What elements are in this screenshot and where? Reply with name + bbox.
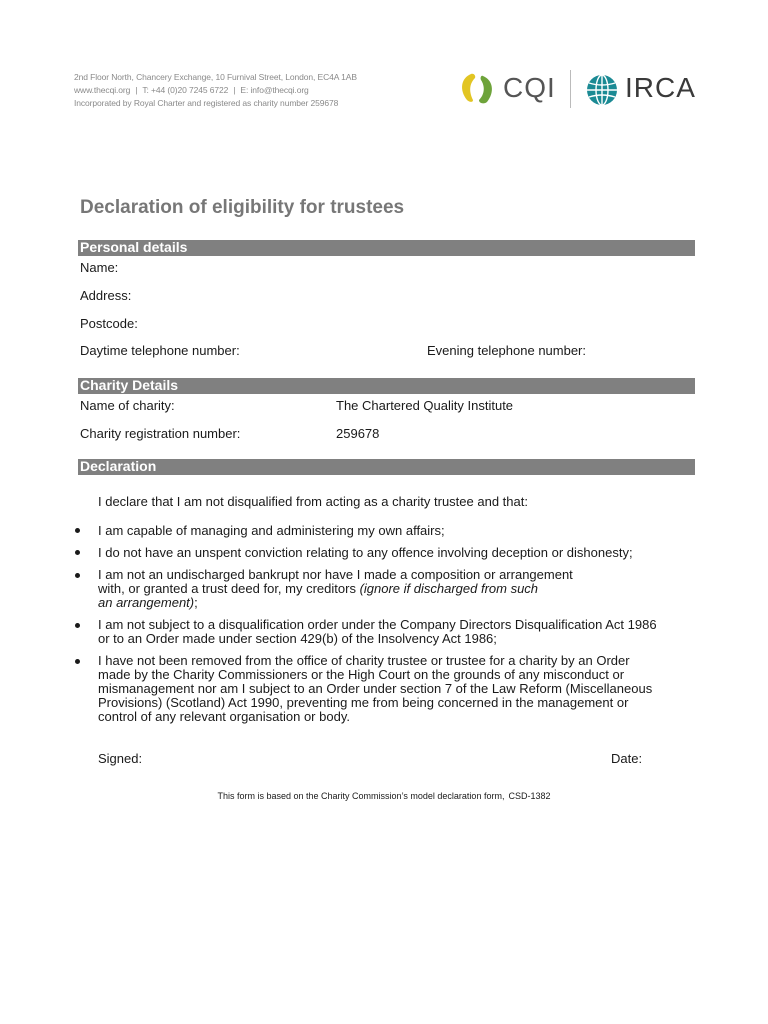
- bullet-icon: [75, 659, 80, 664]
- letterhead-website[interactable]: www.thecqi.org: [74, 85, 131, 95]
- cqi-logo-text: CQI: [503, 72, 556, 103]
- letterhead-address: 2nd Floor North, Chancery Exchange, 10 Furnival Street, London, EC4A 1AB: [74, 72, 357, 82]
- separator: |: [135, 85, 138, 95]
- section-heading: Charity Details: [80, 377, 179, 393]
- letterhead: [74, 71, 394, 110]
- section-personal-details: [78, 240, 695, 256]
- irca-globe-icon: [586, 74, 618, 106]
- letterhead-contact: [74, 84, 394, 97]
- daytime-phone-label: Daytime telephone number:: [80, 343, 240, 358]
- section-charity-details: [78, 378, 695, 394]
- charity-name-value: The Chartered Quality Institute: [336, 398, 514, 413]
- cqi-leaf-icon: [457, 70, 497, 106]
- irca-logo-text: IRCA: [625, 72, 696, 103]
- logo-block: [457, 70, 697, 110]
- bullet-icon: [75, 550, 80, 555]
- section-heading: Declaration: [80, 458, 157, 474]
- declaration-item: I do not have an unspent conviction relating to any offence involving deception or dishonesty;: [98, 545, 633, 560]
- signed-label: Signed:: [98, 751, 143, 766]
- postcode-label: Postcode:: [80, 316, 138, 331]
- declaration-item: I am capable of managing and administering my own affairs;: [98, 523, 445, 538]
- bullet-icon: [75, 623, 80, 628]
- charity-name-label: Name of charity:: [80, 398, 175, 413]
- footnote-code: CSD-1382: [508, 791, 551, 801]
- section-heading: Personal details: [80, 239, 188, 255]
- declaration-item: I am not an undischarged bankrupt nor have I made a composition or arrangement with, or granted a trust deed for, my creditors (ignore if discharged from such an arrangement);: [98, 567, 573, 610]
- letterhead-phone: T: +44 (0)20 7245 6722: [142, 85, 229, 95]
- declaration-item: I have not been removed from the office of charity trustee or trustee for a charity by an Order made by the Charity Commissioners or the High Court on the grounds of any misconduct or mismanagement nor am I subject to an Order under section 7 of the Law Reform (Miscellaneous Provisions) (Scotland) Act 1990, preventing me from being concerned in the management or control of any relevant organisation or body.: [98, 653, 653, 724]
- declaration-intro: I declare that I am not disqualified from acting as a charity trustee and that:: [98, 494, 528, 509]
- address-label: Address:: [80, 288, 132, 303]
- evening-phone-label: Evening telephone number:: [427, 343, 587, 358]
- name-label: Name:: [80, 260, 119, 275]
- letterhead-charter: Incorporated by Royal Charter and registered as charity number 259678: [74, 98, 339, 108]
- logo-divider: [570, 70, 571, 108]
- charity-reg-value: 259678: [336, 426, 380, 441]
- footnote: [0, 791, 768, 801]
- bullet-icon: [75, 528, 80, 533]
- date-label: Date:: [611, 751, 643, 766]
- charity-reg-label: Charity registration number:: [80, 426, 241, 441]
- separator: |: [233, 85, 236, 95]
- section-declaration: [78, 459, 695, 475]
- footnote-text: This form is based on the Charity Commission’s model declaration form,: [217, 791, 505, 801]
- letterhead-email[interactable]: E: info@thecqi.org: [240, 85, 309, 95]
- bullet-icon: [75, 573, 80, 578]
- declaration-item: I am not subject to a disqualification order under the Company Directors Disqualification Act 1986 or to an Order made under section 429(b) of the Insolvency Act 1986;: [98, 617, 657, 646]
- page-title: Declaration of eligibility for trustees: [80, 197, 405, 218]
